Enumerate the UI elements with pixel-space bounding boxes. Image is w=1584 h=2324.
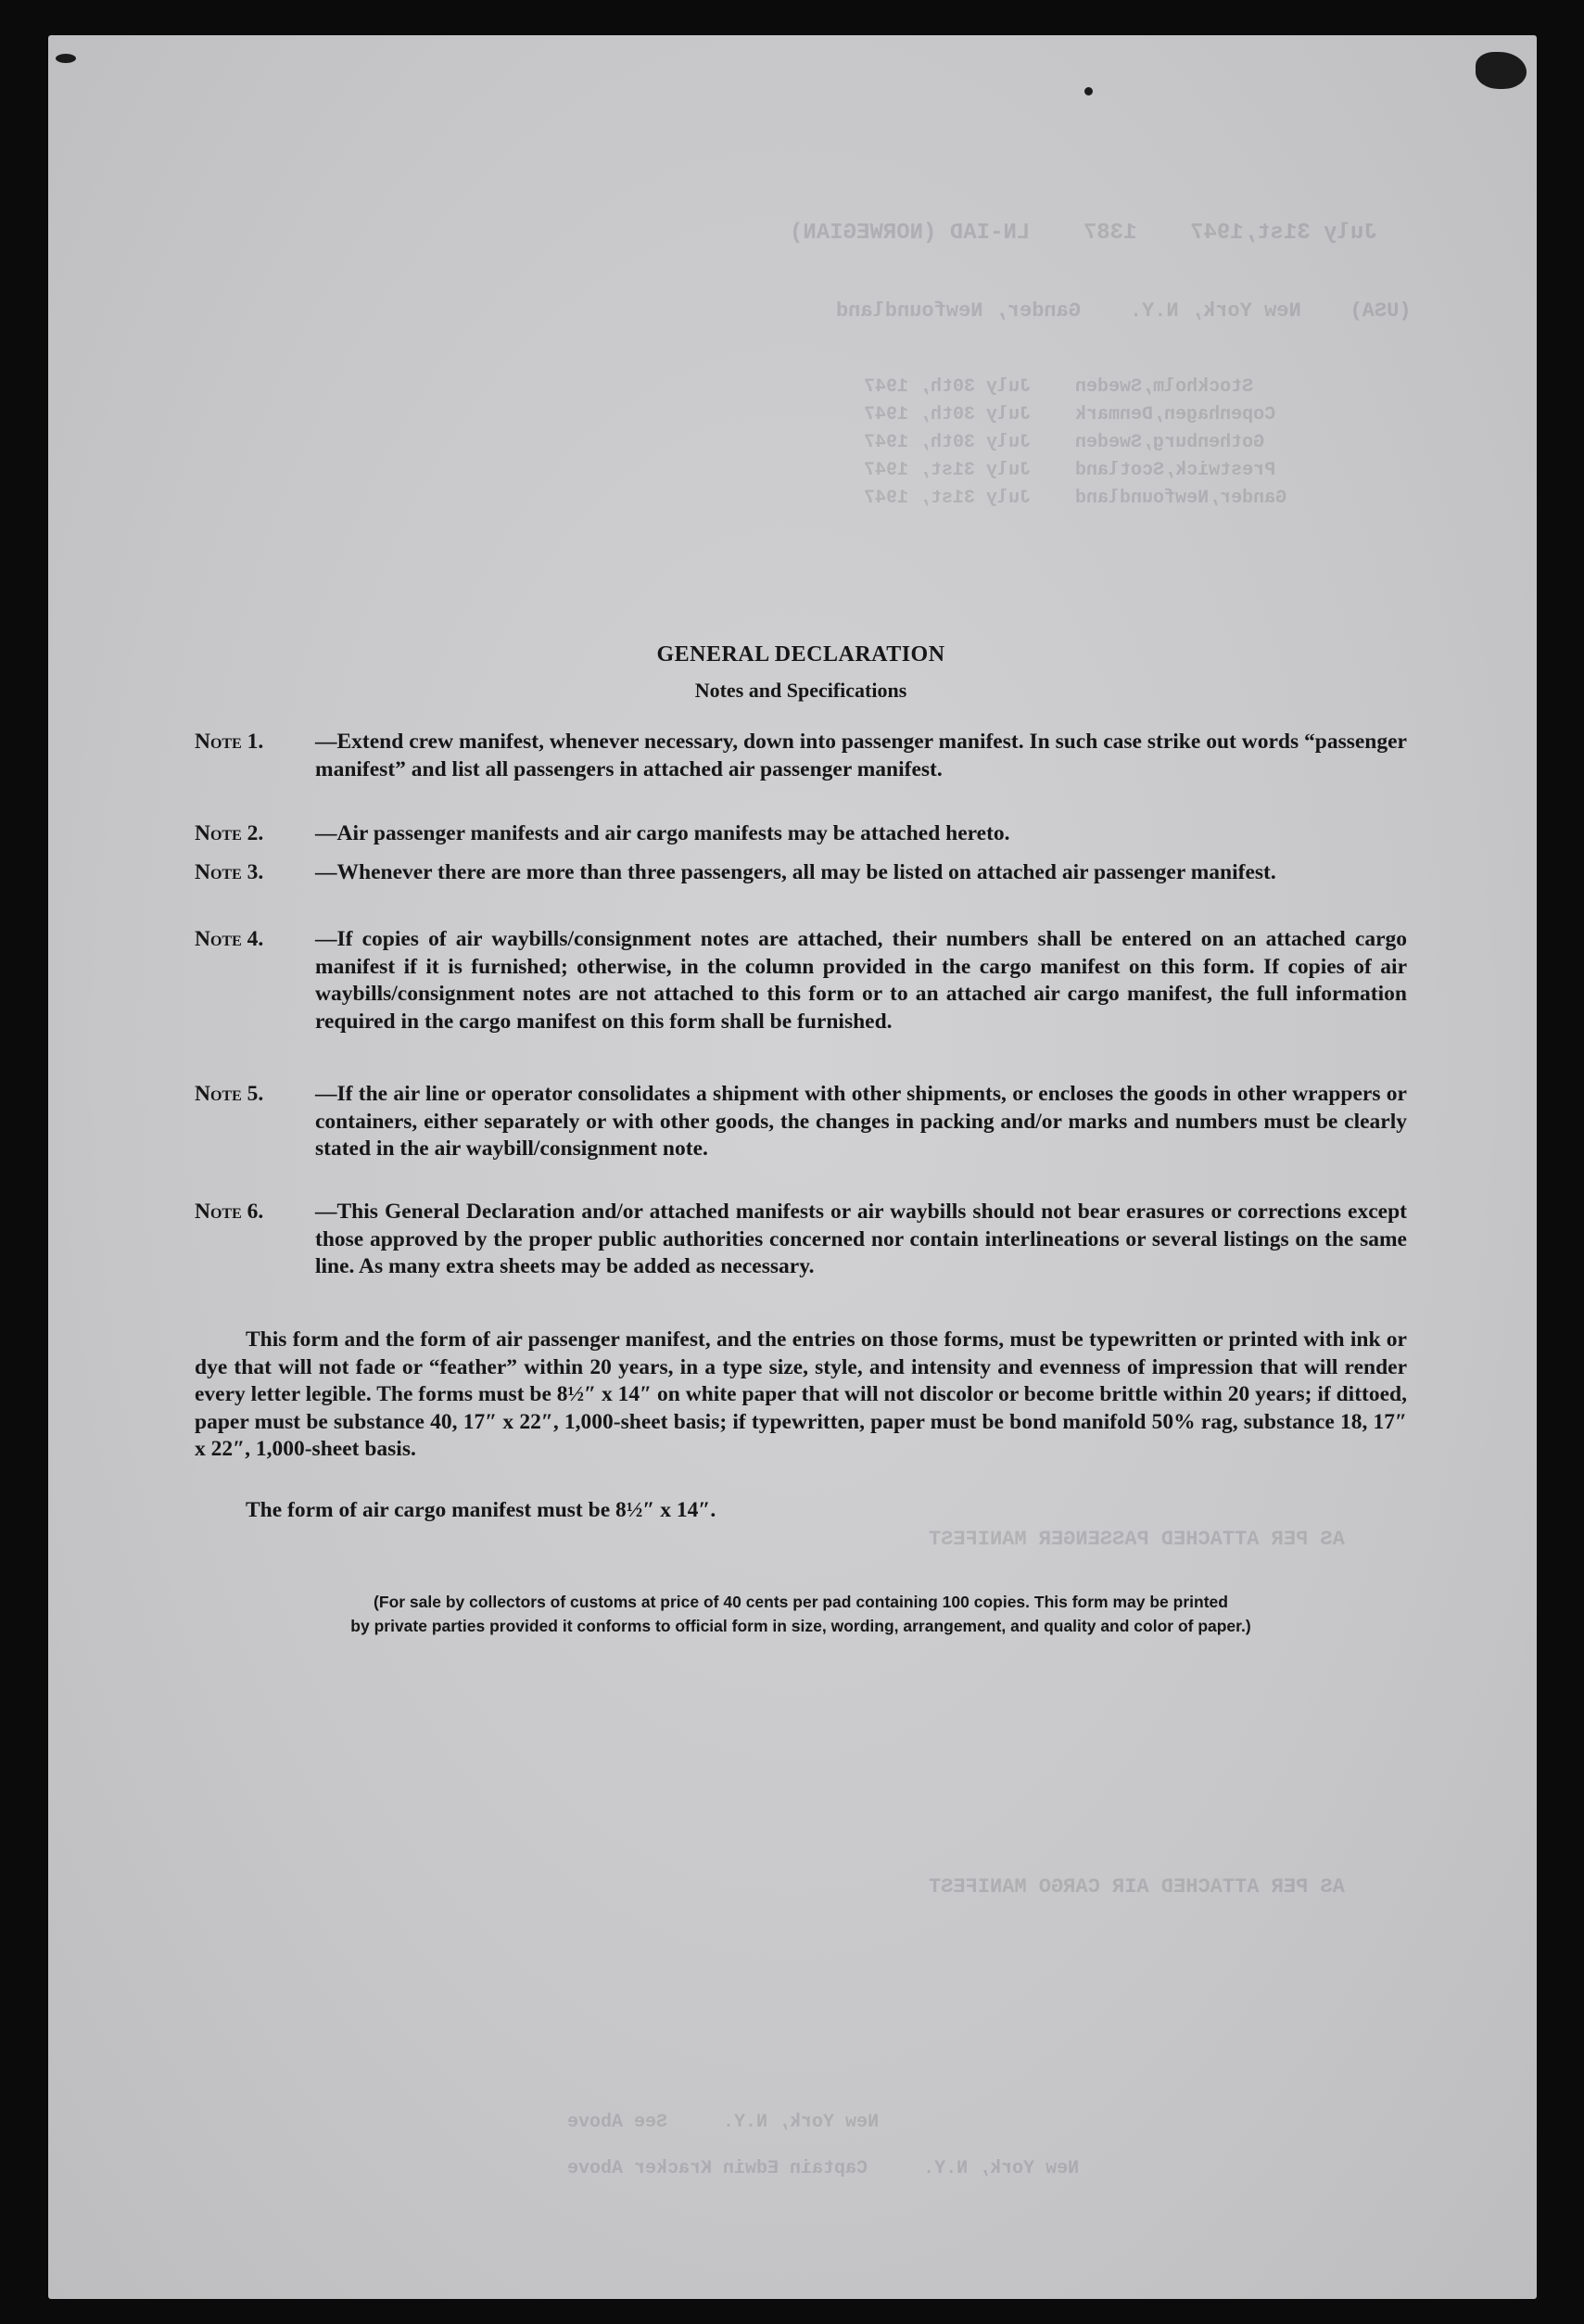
bleed-through-texture: July 31st,1947 1387 LN-IAD (NORWEGIAN) (790, 221, 1377, 246)
note-label: Note 4. (195, 927, 264, 951)
note-text: —If copies of air waybills/consignment notes are attached, their numbers shall be entered on an attached cargo manifest if it is furnished; otherwise, in the column provided in the cargo manifest on this form. If copies of air waybills/consignment notes are not attached to this form or to an attached air cargo manifest, the full information required in the cargo manifest on this form shall be furnished. (315, 927, 1407, 1034)
specification-paragraph: This form and the form of air passenger manifest, and the entries on those forms, must be typewritten or printed with ink or dye that will not fade or “feather” within 20 years, in a type size, style, and intensity and evenness of impression that will render every letter legible. The forms must be 8½″ x 14″ on white paper that will not discolor or become brittle within 20 years; if dittoed, paper must be substance 40, 17″ x 22″, 1,000-sheet basis; if typewritten, paper must be bond manifold 50% rag, substance 18, 17″ x 22″, 1,000-sheet basis. (195, 1327, 1407, 1461)
note-text: —Air passenger manifests and air cargo manifests may be attached hereto. (315, 821, 1010, 845)
note-text: —Whenever there are more than three passengers, all may be listed on attached air passenger manifest. (315, 860, 1276, 884)
bleed-through-texture: Gothenburg,Sweden July 30th, 1947 (864, 432, 1265, 453)
bleed-through-texture: New York, N.Y. See Above (567, 2112, 880, 2133)
ink-smudge (1476, 52, 1527, 89)
note-label: Note 2. (195, 821, 264, 845)
note-label: Note 1. (195, 730, 264, 754)
ink-smudge (1084, 87, 1093, 95)
bleed-through-texture: New York, N.Y. Captain Edwin Kracker Above (567, 2158, 1080, 2179)
footer-line-1: (For sale by collectors of customs at price of 40 cents per pad containing 100 copies. This form may be printed (374, 1593, 1228, 1611)
cargo-manifest-spec: The form of air cargo manifest must be 8½″ x 14″. (246, 1498, 716, 1522)
note-4 (195, 926, 1407, 1035)
footer-line-2: by private parties provided it conforms to official form in size, wording, arrangement, and quality and color of paper.) (350, 1617, 1251, 1635)
bleed-through-texture: Stockholm,Sweden July 30th, 1947 (864, 376, 1254, 398)
note-5 (195, 1081, 1407, 1163)
page-subtitle: Notes and Specifications (694, 679, 907, 702)
ink-smudge (56, 54, 76, 63)
note-1 (195, 729, 1407, 783)
note-6 (195, 1199, 1407, 1281)
note-text: —Extend crew manifest, whenever necessary, down into passenger manifest. In such case strike out words “passenger manifest” and list all passengers in attached air passenger manifest. (315, 730, 1407, 781)
bleed-through-texture: AS PER ATTACHED AIR CARGO MANIFEST (929, 1875, 1345, 1899)
bleed-through-texture: Prestwick,Scotland July 31st, 1947 (864, 460, 1276, 481)
note-label: Note 5. (195, 1082, 264, 1106)
note-label: Note 3. (195, 860, 264, 884)
note-3 (195, 859, 1407, 887)
note-text: —If the air line or operator consolidates a shipment with other shipments, or encloses the goods in other wrappers or containers, either separately or with other goods, the changes in packing and/or marks and numbers must be clearly stated in the air waybill/consignment note. (315, 1082, 1407, 1161)
note-2 (195, 820, 1407, 848)
bleed-through-texture: (USA) New York, N.Y. Gander, Newfoundland (836, 299, 1412, 323)
note-label: Note 6. (195, 1200, 264, 1224)
bleed-through-texture: AS PER ATTACHED PASSENGER MANIFEST (929, 1528, 1345, 1551)
bleed-through-texture: Copenhagen,Denmark July 30th, 1947 (864, 404, 1276, 425)
bleed-through-texture: Gander,Newfoundland July 31st, 1947 (864, 488, 1287, 509)
page-title: GENERAL DECLARATION (656, 642, 945, 667)
note-text: —This General Declaration and/or attached manifests or air waybills should not bear erasures or corrections except those approved by the proper public authorities concerned nor contain interlineations or several listings on the same line. As many extra sheets may be added as necessary. (315, 1200, 1407, 1278)
document-page (48, 35, 1537, 2299)
